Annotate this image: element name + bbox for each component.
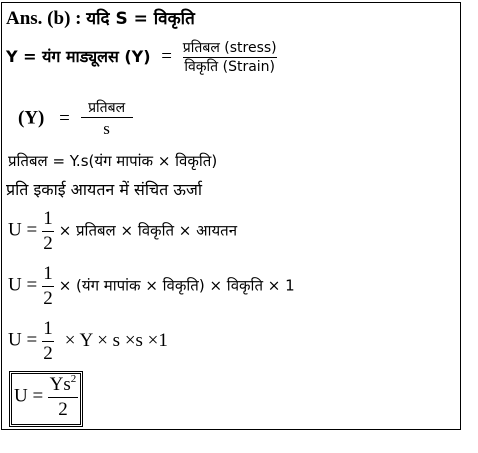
eq7-fraction bbox=[42, 318, 54, 365]
eq8-numerator-base: Ys bbox=[49, 374, 71, 395]
eq1-equals: = bbox=[161, 45, 173, 67]
eq1-numerator: प्रतिबल (stress) bbox=[182, 40, 277, 56]
eq5-lhs: U = bbox=[8, 219, 38, 241]
eq1-lhs: Y = यंग माड्यूलस (Y) bbox=[6, 46, 151, 66]
eq5-fraction bbox=[42, 208, 54, 255]
eq6-lhs: U = bbox=[8, 274, 38, 296]
stress-relation: प्रतिबल = Y.s(यंग मापांक × विकृति) bbox=[8, 152, 218, 170]
youngs-modulus-definition bbox=[6, 40, 277, 75]
eq5-denominator: 2 bbox=[43, 232, 53, 254]
eq5-rhs: × प्रतिबल × विकृति × आयतन bbox=[58, 221, 238, 240]
eq7-rhs: × Y × s ×s ×1 bbox=[64, 329, 168, 351]
eq7-numerator: 1 bbox=[43, 318, 53, 339]
eq7-fraction-bar bbox=[42, 341, 54, 342]
eq8-exponent: 2 bbox=[70, 373, 77, 385]
eq6-fraction bbox=[42, 263, 54, 310]
eq2-fraction bbox=[81, 100, 133, 139]
energy-equation-3 bbox=[8, 318, 168, 365]
eq6-fraction-bar bbox=[42, 286, 54, 287]
eq1-fraction-bar bbox=[183, 57, 277, 58]
energy-equation-2 bbox=[8, 263, 295, 310]
eq6-rhs: × (यंग मापांक × विकृति) × विकृति × 1 bbox=[58, 276, 295, 295]
eq5-fraction-bar bbox=[42, 231, 54, 232]
eq7-lhs: U = bbox=[8, 329, 38, 351]
eq8-lhs: U = bbox=[14, 385, 44, 407]
eq5-numerator: 1 bbox=[43, 208, 53, 229]
eq2-fraction-bar bbox=[81, 117, 133, 118]
eq8-fraction-bar bbox=[48, 397, 78, 398]
eq8-denominator: 2 bbox=[58, 398, 68, 420]
eq7-denominator: 2 bbox=[43, 342, 53, 364]
eq6-numerator: 1 bbox=[43, 263, 53, 284]
eq2-lhs: (Y) bbox=[18, 107, 45, 129]
energy-equation-1 bbox=[8, 208, 237, 255]
eq8-numerator bbox=[48, 374, 78, 396]
eq2-denominator: s bbox=[103, 119, 110, 139]
eq8-fraction bbox=[48, 374, 78, 421]
answer-label: Ans. (b) : bbox=[6, 8, 82, 29]
answer-heading bbox=[6, 6, 195, 30]
eq6-denominator: 2 bbox=[43, 287, 53, 309]
eq1-denominator: विकृति (Strain) bbox=[184, 59, 276, 76]
eq2-equals: = bbox=[59, 107, 70, 129]
eq2-numerator: प्रतिबल bbox=[88, 100, 126, 116]
youngs-modulus-short bbox=[18, 100, 133, 139]
eq1-fraction bbox=[183, 40, 277, 75]
answer-premise: यदि S = विकृति bbox=[86, 9, 195, 29]
energy-per-volume-heading: प्रति इकाई आयतन में संचित ऊर्जा bbox=[6, 180, 202, 199]
final-result-equation bbox=[14, 374, 78, 421]
